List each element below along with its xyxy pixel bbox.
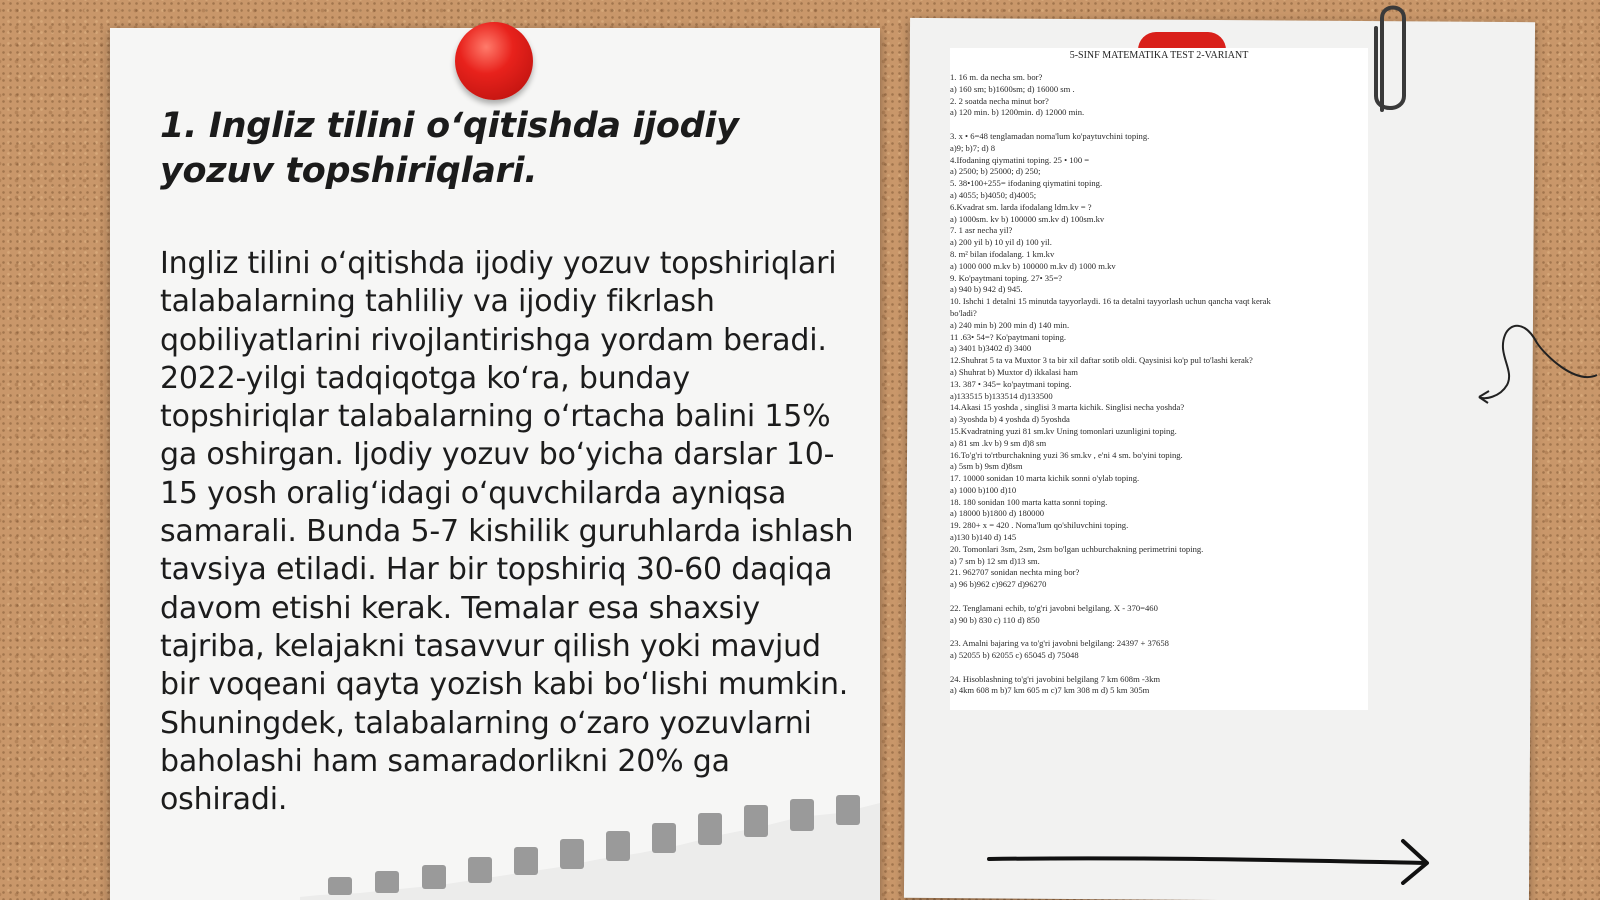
torn-paper-edge [300,795,880,900]
test-line: 13. 387 • 345= ko'paytmani toping. [950,378,1072,389]
test-line: a) 81 sm .kv b) 9 sm d)8 sm [950,437,1047,448]
test-line: 12.Shuhrat 5 ta va Muxtor 3 ta bir xil daftar sotib oldi. Qaysinisi ko'p pul to'lashi kerak? [950,355,1253,366]
test-line: 8. m² bilan ifodalang. 1 km.kv [950,248,1055,259]
test-sheet-title: 5-SINF MATEMATIKA TEST 2-VARIANT [1069,50,1249,61]
test-line: a) 1000 000 m.kv b) 100000 m.kv d) 1000 m.kv [950,260,1116,271]
slide-heading: 1. Ingliz tilini o‘qitishda ijodiy yozuv topshiriqlari. [160,106,739,191]
test-line: a) 52055 b) 62055 c) 65045 d) 75048 [950,650,1079,661]
test-line: a)130 b)140 d) 145 [950,532,1017,543]
test-line: 3. x • 6=48 tenglamadan noma'lum ko'paytuvchini toping. [950,130,1150,141]
test-line: 15.Kvadratning yuzi 81 sm.kv Uning tomonlari uzunligini toping. [950,425,1177,436]
test-line: 1. 16 m. da necha sm. bor? [950,72,1043,82]
test-line: a)9; b)7; d) 8 [950,142,996,153]
test-line: 20. Tomonlari 3sm, 2sm, 2sm bo'lgan uchburchakning perimetrini toping. [950,543,1204,554]
test-line [950,662,1368,674]
test-line: a) 200 yil b) 10 yil d) 100 yil. [950,237,1052,248]
test-line: a) 160 sm; b)1600sm; d) 16000 sm . [950,83,1075,94]
test-line: 14.Akasi 15 yoshda , singlisi 3 marta kichik. Singlisi necha yoshda? [950,402,1185,413]
test-line: a) 240 min b) 200 min d) 140 min. [950,319,1070,330]
test-line: 23. Amalni bajaring va to'g'ri javobni belgilang: 24397 + 37658 [950,638,1169,649]
long-right-arrow-icon [985,835,1445,885]
test-line: 22. Tenglamani echib, to'g'ri javobni belgilang. X - 370=460 [950,602,1158,613]
test-line: bo'ladi? [950,307,977,318]
test-line: a) 96 b)962 c)9627 d)96270 [950,579,1047,590]
test-line: a) 4055; b)4050; d)4005; [950,189,1037,200]
test-line: 6.Kvadrat sm. larda ifodalang ldm.kv = ? [950,201,1092,212]
test-line: a) 120 min. b) 1200min. d) 12000 min. [950,107,1085,118]
test-line: a) 940 b) 942 d) 945. [950,284,1023,295]
test-line: 7. 1 asr necha yil? [950,225,1013,236]
test-line: a) 18000 b)1800 d) 180000 [950,508,1045,519]
test-line: 17. 10000 sonidan 10 marta kichik sonni o'ylab toping. [950,473,1140,484]
test-line [950,626,1368,638]
test-line: 2. 2 soatda necha minut bor? [950,95,1049,106]
test-line: a) 7 sm b) 12 sm d)13 sm. [950,555,1040,566]
slide-body-text: Ingliz tilini o‘qitishda ijodiy yozuv topshiriqlari talabalarning tahliliy va ijodiy fikrlash qobiliyatlarini rivojlantirishga yordam beradi. 2022-yilgi tadqiqotga ko‘ra, bunday topshiriqlar talabalarning o‘rtacha balini 15% ga oshirgan. Ijodiy yozuv bo‘yicha darslar 10-15 yosh oralig‘idagi o‘quvchilarda ayniqsa samarali. Bunda 5-7 kishilik guruhlarda ishlash tavsiya etiladi. Har bir topshiriq 30-60 daqiqa davom etishi kerak. Temalar esa shaxsiy tajriba, kelajakni tasavvur qilish yoki mavjud bir voqeani qayta yozish kabi bo‘lishi mumkin. Shuningdek, talabalarning o‘zaro yozuvlarni baholashi ham samaradorlikni 20% ga oshiradi. [160,246,854,818]
test-line: a) 90 b) 830 c) 110 d) 850 [950,614,1040,625]
test-line: 24. Hisoblashning to'g'ri javobini belgilang 7 km 608m -3km [950,673,1161,684]
test-line: 16.To'g'ri to'rtburchakning yuzi 36 sm.kv , e'ni 4 sm. bo'yini toping. [950,449,1183,460]
test-line: 21. 962707 sonidan nechta ming bor? [950,567,1080,578]
push-pin-icon [455,22,533,100]
test-line: a)133515 b)133514 d)133500 [950,390,1053,401]
test-line: a) 2500; b) 25000; d) 250; [950,166,1041,177]
test-line: a) 1000 b)100 d)10 [950,484,1017,495]
test-line: a) 5sm b) 9sm d)8sm [950,461,1023,472]
test-question-list [950,72,1368,697]
test-line: 10. Ishchi 1 detalni 15 minutda tayyorlaydi. 16 ta detalni tayyorlash uchun qancha vaqt kerak [950,296,1271,307]
math-test-sheet-image [950,48,1368,710]
test-line: a) 3401 b)3402 d) 3400 [950,343,1032,354]
test-line: a) 3yoshda b) 4 yoshda d) 5yoshda [950,414,1070,425]
test-line: 11 .63• 54=? Ko'paytmani toping. [950,331,1067,342]
paper-clip-icon [1370,0,1410,125]
test-line: a) Shuhrat b) Muxtor d) ikkalasi ham [950,366,1078,377]
test-line: 9. Ko'paytmani toping. 27• 35=? [950,272,1063,283]
test-line: 19. 280+ x = 420 . Noma'lum qo'shiluvchini toping. [950,520,1129,531]
curly-arrow-icon [1475,315,1600,415]
test-line: 5. 38•100+255= ifodaning qiymatini toping. [950,178,1103,189]
test-line: 18. 180 sonidan 100 marta katta sonni toping. [950,496,1108,507]
test-line [950,591,1368,603]
test-line [950,119,1368,131]
test-line: a) 1000sm. kv b) 100000 sm.kv d) 100sm.kv [950,213,1105,224]
test-line: a) 4km 608 m b)7 km 605 m c)7 km 308 m d) 5 km 305m [950,685,1150,696]
test-line: 4.Ifodaning qiymatini toping. 25 • 100 = [950,154,1090,165]
